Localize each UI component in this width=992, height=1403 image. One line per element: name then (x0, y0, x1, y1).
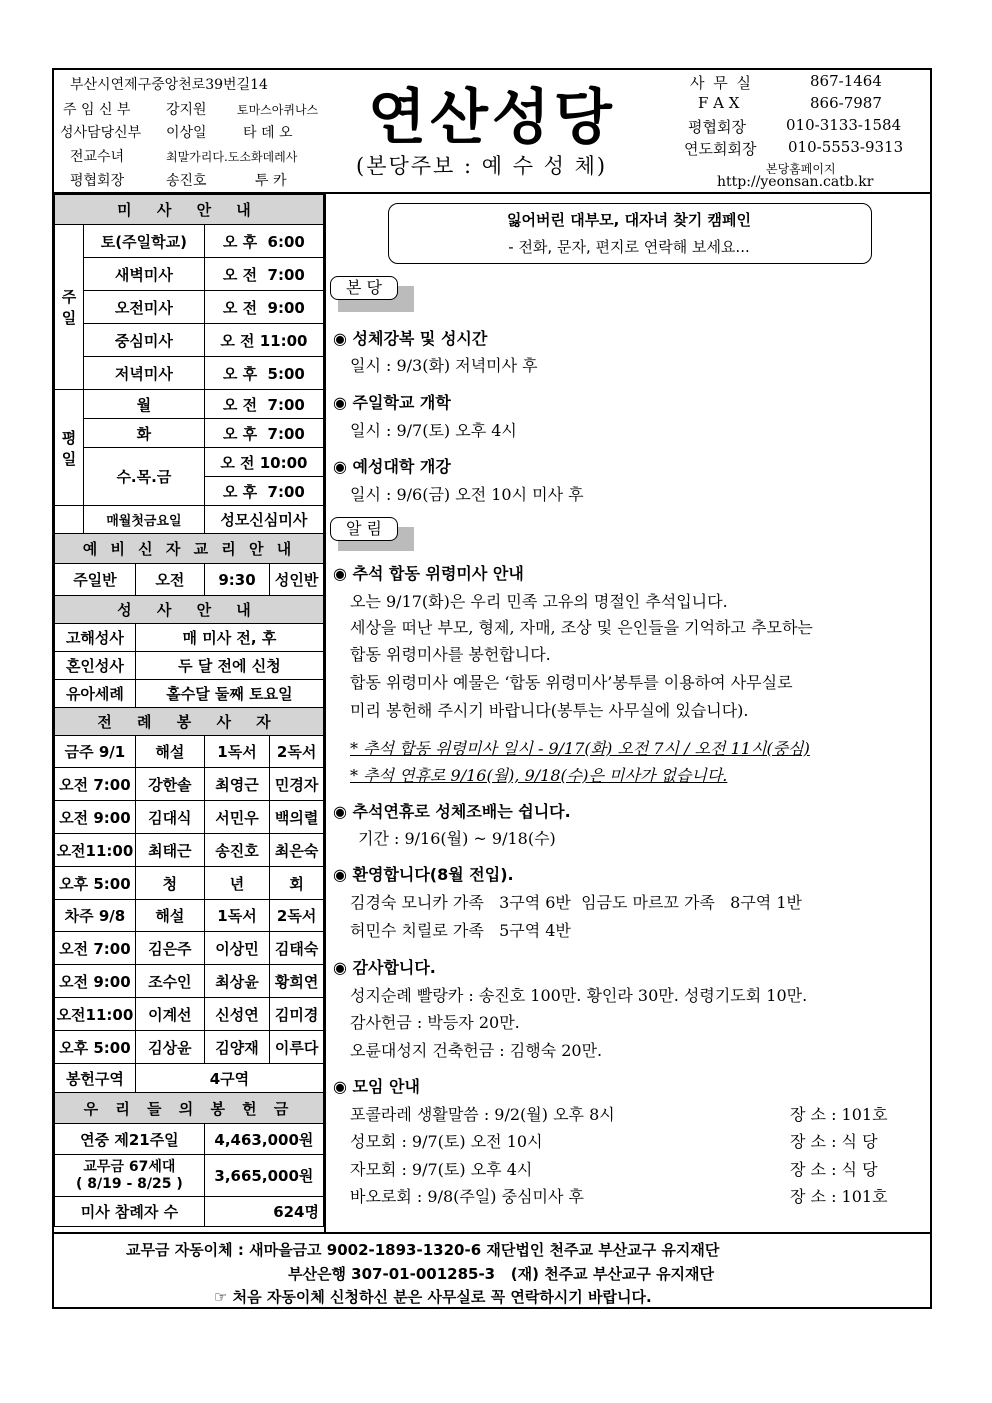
meetings-heading: ◉ 모임 안내 (333, 1077, 420, 1096)
servers-header-cell: 2독서 (270, 736, 324, 768)
offering-name: 교무금 67세대 ( 8/19 - 8/25 ) (55, 1155, 205, 1197)
contact-label: 사 무 실 (690, 74, 754, 92)
mass-time: 오 전 7:00 (204, 390, 323, 419)
meeting-name: 자모회 : 9/7(토) 오후 4시 (350, 1160, 533, 1179)
welcome-heading: ◉ 환영합니다(8월 전입). (333, 865, 514, 884)
server-time: 오전 7:00 (55, 768, 136, 801)
sacrament-name: 유아세례 (55, 680, 136, 708)
offering-value: 3,665,000원 (204, 1155, 323, 1197)
bulletin-subtitle: (본당주보 : 예 수 성 체) (356, 154, 608, 178)
server-time: 오전 9:00 (55, 801, 136, 834)
mass-time: 오 전 7:00 (204, 258, 323, 291)
servers-header-cell: 해설 (135, 736, 204, 768)
mass-section-title: 미 사 안 내 (55, 195, 324, 225)
mass-name: 수.목.금 (83, 448, 204, 506)
meeting-place: 장 소 : 식 당 (790, 1132, 878, 1151)
servers-header-cell: 1독서 (204, 736, 269, 768)
sacrament-name: 고해성사 (55, 624, 136, 652)
servers-header-cell: 1독서 (204, 900, 269, 932)
mass-name: 월 (83, 390, 204, 419)
mass-name: 저녁미사 (83, 357, 204, 390)
server-time: 오후 5:00 (55, 867, 136, 900)
mass-time: 오 후 7:00 (204, 477, 323, 506)
server-name: 최영근 (204, 768, 269, 801)
offerings-section-title: 우 리 들 의 봉 헌 금 (55, 1093, 324, 1124)
server-name: 서민우 (204, 801, 269, 834)
news-body: 일시 : 9/7(토) 오후 4시 (350, 421, 517, 440)
offering-name: 연중 제21주일 (55, 1124, 205, 1155)
catechumen-section-title: 예 비 신 자 교 리 안 내 (55, 534, 324, 564)
server-time: 오전 9:00 (55, 965, 136, 998)
memorial-heading: ◉ 추석 합동 위령미사 안내 (333, 564, 524, 583)
server-name: 김양재 (204, 1031, 269, 1064)
offering-name: 미사 참례자 수 (55, 1197, 205, 1227)
news-tag: 알 림 (330, 517, 398, 541)
mass-time: 성모신심미사 (204, 506, 323, 534)
server-time: 오전11:00 (55, 998, 136, 1031)
contact-value: 010-3133-1584 (786, 116, 902, 134)
meeting-place: 장 소 : 101호 (790, 1187, 888, 1206)
server-name: 백의렬 (270, 801, 324, 834)
contact-value: 866-7987 (810, 94, 882, 112)
memorial-line: 세상을 떠난 부모, 형제, 자매, 조상 및 은인들을 기억하고 추모하는 (350, 618, 813, 637)
news-heading: ◉ 예성대학 개강 (333, 457, 451, 476)
mass-name: 화 (83, 419, 204, 448)
sacrament-value: 매 미사 전, 후 (135, 624, 323, 652)
mass-time: 오 전 11:00 (204, 324, 323, 357)
assistant-baptismal: 타 데 오 (243, 125, 293, 141)
assistant-name: 이상일 (166, 125, 207, 141)
server-name: 김태숙 (270, 932, 324, 965)
welcome-line: 김경숙 모니카 가족 3구역 6반 임금도 마르꼬 가족 8구역 1반 (350, 893, 802, 912)
mass-time: 오 전 10:00 (204, 448, 323, 477)
meeting-name: 포콜라레 생활말씀 : 9/2(월) 오후 8시 (350, 1105, 615, 1124)
server-name: 년 (204, 867, 269, 900)
servers-header-cell: 해설 (135, 900, 204, 932)
meeting-name: 바오로회 : 9/8(주일) 중심미사 후 (350, 1187, 584, 1206)
pastor-baptismal: 토마스아퀴나스 (237, 103, 319, 117)
server-name: 최태근 (135, 834, 204, 867)
left-info-table (54, 194, 324, 1227)
adoration-body: 기간 : 9/16(월) ~ 9/18(수) (358, 829, 556, 848)
mass-name: 중심미사 (83, 324, 204, 357)
sacrament-value: 홀수달 둘째 토요일 (135, 680, 323, 708)
campaign-title: 잃어버린 대부모, 대자녀 찾기 캠페인 (507, 211, 751, 229)
parish-title: 연산성당 (368, 83, 616, 153)
memorial-line: 합동 위령미사를 봉헌합니다. (350, 645, 551, 664)
mass-time: 오 후 7:00 (204, 419, 323, 448)
meeting-name: 성모회 : 9/7(토) 오전 10시 (350, 1132, 543, 1151)
servers-header-cell: 차주 9/8 (55, 900, 136, 932)
server-name: 이계선 (135, 998, 204, 1031)
footer-line: 부산은행 307-01-001285-3 (재) 천주교 부산교구 유지재단 (288, 1265, 715, 1283)
council-baptismal: 투 카 (255, 173, 287, 189)
campaign-subtitle: - 전화, 문자, 편지로 연락해 보세요... (508, 238, 750, 256)
server-name: 민경자 (270, 768, 324, 801)
mass-name: 토(주일학교) (83, 225, 204, 258)
mass-time: 오 후 6:00 (204, 225, 323, 258)
catechumen-cell: 성인반 (270, 564, 324, 596)
mass-name: 매월첫금요일 (83, 506, 204, 534)
servers-section-title: 전 례 봉 사 자 (55, 708, 324, 736)
pastor-role: 주 임 신 부 (63, 102, 131, 118)
footer-line: 교무금 자동이체 : 새마을금고 9002-1893-1320-6 재단법인 천주교 부산교구 유지재단 (126, 1241, 720, 1259)
news-heading: ◉ 주일학교 개학 (333, 393, 451, 412)
server-name: 청 (135, 867, 204, 900)
parish-tag: 본 당 (330, 276, 398, 300)
servers-header-cell: 금주 9/1 (55, 736, 136, 768)
contact-label: F A X (698, 94, 740, 112)
server-name: 김대식 (135, 801, 204, 834)
news-heading: ◉ 성체강복 및 성시간 (333, 329, 488, 348)
sacrament-name: 혼인성사 (55, 652, 136, 680)
news-body: 일시 : 9/6(금) 오전 10시 미사 후 (350, 485, 584, 504)
council-name: 송진호 (166, 173, 207, 189)
contact-label: 평협회장 (688, 118, 746, 136)
server-name: 김미경 (270, 998, 324, 1031)
offering-value: 624명 (204, 1197, 323, 1227)
memorial-line: 미리 봉헌해 주시기 바랍니다(봉투는 사무실에 있습니다). (350, 701, 749, 720)
thanks-line: 감사헌금 : 박등자 20만. (350, 1013, 520, 1032)
offering-area-label: 봉헌구역 (55, 1064, 136, 1093)
news-body: 일시 : 9/3(화) 저녁미사 후 (350, 356, 538, 375)
server-name: 김은주 (135, 932, 204, 965)
sacrament-value: 두 달 전에 신청 (135, 652, 323, 680)
server-name: 강한솔 (135, 768, 204, 801)
memorial-notice: * 추석 연휴로 9/16(월), 9/18(수)은 미사가 없습니다. (350, 766, 728, 785)
weekday-label: 평 일 (55, 390, 84, 506)
homepage-link[interactable]: http://yeonsan.catb.kr (717, 174, 874, 190)
welcome-line: 허민수 치릴로 가족 5구역 4반 (350, 921, 571, 940)
mass-name: 새벽미사 (83, 258, 204, 291)
column-divider (324, 194, 326, 1232)
contact-value: 867-1464 (810, 72, 882, 90)
server-name: 황희연 (270, 965, 324, 998)
meeting-place: 장 소 : 식 당 (790, 1160, 878, 1179)
sister-role: 전교수녀 (70, 149, 125, 165)
sacrament-section-title: 성 사 안 내 (55, 596, 324, 624)
server-name: 조수인 (135, 965, 204, 998)
offering-value: 4,463,000원 (204, 1124, 323, 1155)
contact-value: 010-5553-9313 (788, 138, 904, 156)
memorial-notice: * 추석 합동 위령미사 일시 - 9/17(화) 오전 7시 / 오전 11시(중심) (350, 739, 810, 758)
server-name: 이루다 (270, 1031, 324, 1064)
mass-name: 오전미사 (83, 291, 204, 324)
contact-label: 연도회회장 (684, 140, 757, 158)
thanks-line: 오륜대성지 건축헌금 : 김행숙 20만. (350, 1041, 603, 1060)
catechumen-cell: 9:30 (204, 564, 269, 596)
catechumen-cell: 주일반 (55, 564, 136, 596)
meeting-place: 장 소 : 101호 (790, 1105, 888, 1124)
pastor-name: 강지원 (166, 102, 207, 118)
server-name: 김상윤 (135, 1031, 204, 1064)
address: 부산시연제구중앙천로39번길14 (70, 77, 268, 93)
server-time: 오전 7:00 (55, 932, 136, 965)
server-time: 오후 5:00 (55, 1031, 136, 1064)
assistant-role: 성사담당신부 (60, 125, 142, 141)
server-name: 최상윤 (204, 965, 269, 998)
thanks-heading: ◉ 감사합니다. (333, 958, 436, 977)
server-name: 최은숙 (270, 834, 324, 867)
server-name: 송진호 (204, 834, 269, 867)
thanks-line: 성지순례 빨랑카 : 송진호 100만. 황인라 30만. 성령기도회 10만. (350, 986, 808, 1005)
server-time: 오전11:00 (55, 834, 136, 867)
servers-header-cell: 2독서 (270, 900, 324, 932)
memorial-line: 오는 9/17(화)은 우리 민족 고유의 명절인 추석입니다. (350, 592, 728, 611)
footer-divider (54, 1232, 930, 1234)
mass-time: 오 후 5:00 (204, 357, 323, 390)
sunday-label: 주 일 (55, 225, 84, 390)
adoration-heading: ◉ 추석연휴로 성체조배는 쉽니다. (333, 802, 571, 821)
offering-area-value: 4구역 (135, 1064, 323, 1093)
server-name: 회 (270, 867, 324, 900)
sister-name: 최말가리다.도소화데레사 (166, 150, 298, 164)
catechumen-cell: 오전 (135, 564, 204, 596)
footer-line: ☞ 처음 자동이체 신청하신 분은 사무실로 꼭 연락하시기 바랍니다. (214, 1288, 652, 1306)
council-role: 평협회장 (70, 173, 125, 189)
server-name: 이상민 (204, 932, 269, 965)
mass-time: 오 전 9:00 (204, 291, 323, 324)
homepage-label: 본당홈페이지 (766, 162, 836, 176)
memorial-line: 합동 위령미사 예물은 ‘합동 위령미사’봉투를 이용하여 사무실로 (350, 673, 793, 692)
server-name: 신성연 (204, 998, 269, 1031)
